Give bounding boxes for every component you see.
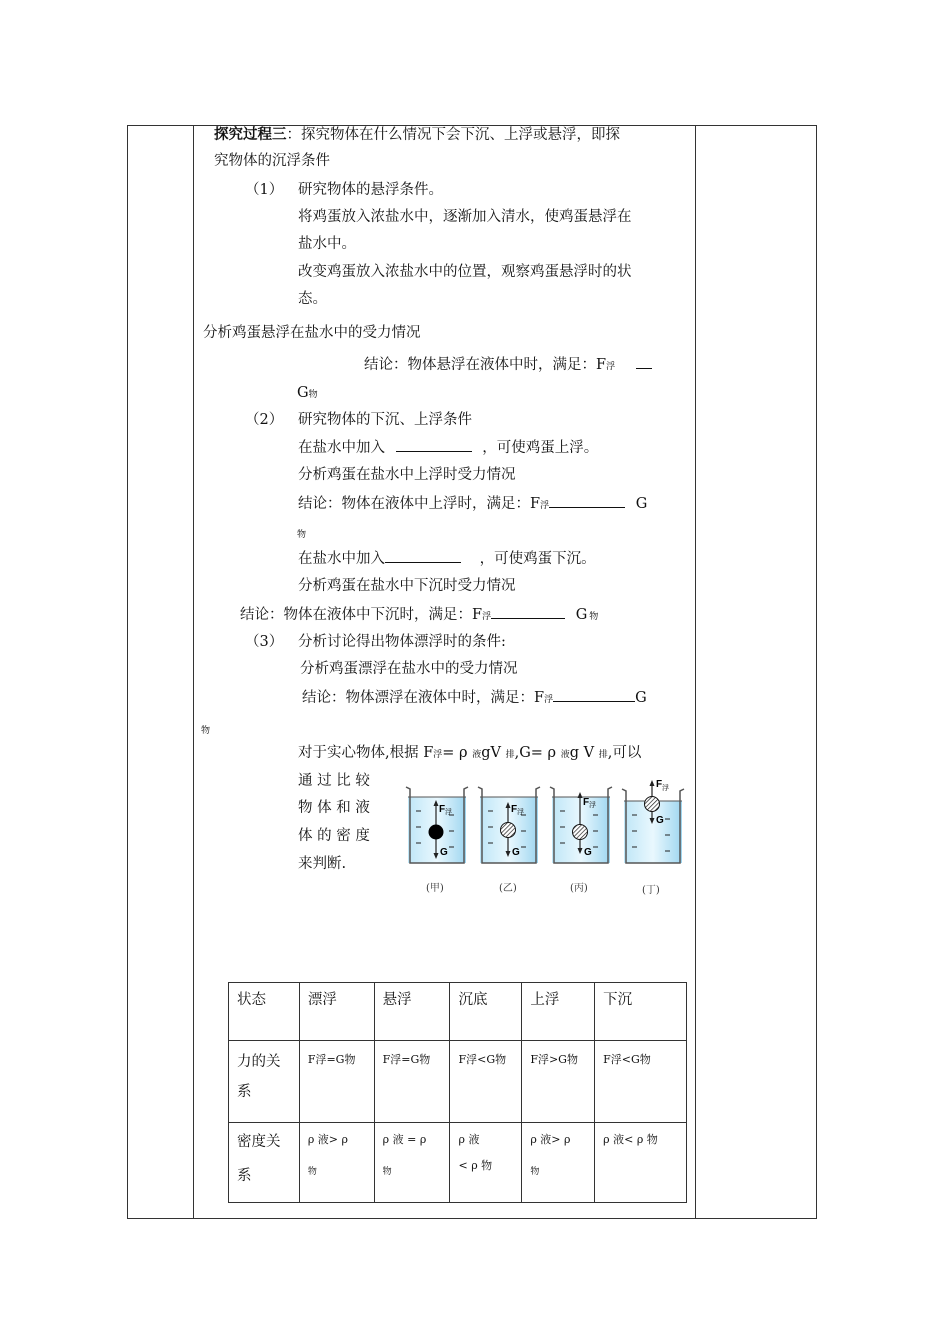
beaker-bing-f-label: F xyxy=(583,797,590,808)
part3-g-sub-text: 物 xyxy=(201,726,211,736)
part2-rise-conclusion-text: 结论：物体在液体中上浮时，满足：F xyxy=(298,496,541,512)
beaker-ding-f-sub: 浮 xyxy=(662,785,669,792)
part1-blank[interactable] xyxy=(636,354,652,369)
beaker-svg xyxy=(402,775,694,895)
table-header-cell: 沉底 xyxy=(450,983,522,1041)
part3-conclusion xyxy=(302,687,647,710)
part2-sink-a: 在盐水中加入 xyxy=(298,551,385,567)
density-line1-f: ,可以 xyxy=(607,745,642,761)
part1-step1a: 将鸡蛋放入浓盐水中，逐渐加入清水，使鸡蛋悬浮在 xyxy=(298,209,632,225)
density-line1 xyxy=(298,743,641,765)
table-cell: F浮<G物 xyxy=(595,1041,687,1123)
part1-conclusion xyxy=(364,354,652,377)
beaker-jia-ball xyxy=(429,825,444,840)
caption-ding: (丁) xyxy=(642,885,660,896)
beaker-jia-f-label: F xyxy=(439,804,446,815)
part1-step2b: 态。 xyxy=(298,291,327,307)
beaker-yi-f-sub: 浮 xyxy=(517,809,524,816)
table-cell xyxy=(595,1123,687,1203)
density-sub-fu: 浮 xyxy=(433,750,443,760)
beaker-ding xyxy=(622,779,684,863)
part3-title: 分析讨论得出物体漂浮时的条件: xyxy=(298,634,506,650)
density-line2: 通 过 比 较 xyxy=(298,773,370,789)
part2-sink-analysis: 分析鸡蛋在盐水中下沉时受力情况 xyxy=(298,578,516,594)
table-cell: F浮=G物 xyxy=(374,1041,450,1123)
beaker-bing-ball xyxy=(573,825,588,840)
beaker-bing-f-sub: 浮 xyxy=(589,802,596,809)
part2-sink-blank[interactable] xyxy=(385,548,461,563)
table-cell xyxy=(374,1123,450,1203)
density-cell-a: ρ 液< ρ 物 xyxy=(603,1133,658,1146)
table-cell xyxy=(450,1123,522,1203)
part2-rise-a: 在盐水中加入 xyxy=(298,440,385,456)
table-cell xyxy=(299,1123,374,1203)
density-cell-a: ρ 液> ρ xyxy=(307,1133,348,1146)
part2-rise-f-blank[interactable] xyxy=(549,493,625,508)
beaker-ding-ball xyxy=(645,797,660,812)
beaker-ding-f-head xyxy=(650,780,655,786)
part2-rise-g-sub-text: 物 xyxy=(297,530,307,540)
part3-conclusion-text: 结论：物体漂浮在液体中时，满足：F xyxy=(302,690,545,706)
part1-g-sub: 物 xyxy=(308,390,318,400)
part2-rise-conclusion xyxy=(298,493,647,516)
density-label-b: 系 xyxy=(237,1168,252,1184)
beaker-jia-g-label: G xyxy=(440,847,448,858)
table-row-label xyxy=(229,1041,300,1123)
part2-rise-g: G xyxy=(635,496,648,512)
part3-g-sub xyxy=(201,719,210,741)
part3-g: G xyxy=(635,690,647,706)
section-heading xyxy=(214,125,620,145)
part1-title: 研究物体的悬浮条件。 xyxy=(298,182,443,198)
part1-f-sub: 浮 xyxy=(606,362,616,372)
force-label-a: 力的关 xyxy=(237,1054,281,1070)
part1-step2a: 改变鸡蛋放入浓盐水中的位置，观察鸡蛋悬浮时的状 xyxy=(298,264,632,280)
density-cell-b: 物 xyxy=(530,1167,540,1177)
density-line1-e: g V xyxy=(569,745,595,761)
density-line1-b: = ρ xyxy=(442,745,468,761)
table-cell: F浮>G物 xyxy=(522,1041,595,1123)
density-sub-pai2: 排 xyxy=(598,750,608,760)
section-heading-label: 探究过程三 xyxy=(214,126,287,143)
beaker-bing-g-label: G xyxy=(584,847,592,858)
density-line1-d: ,G= ρ xyxy=(514,745,557,761)
part2-sink-g: G xyxy=(575,607,588,623)
beaker-ding-g-label: G xyxy=(656,815,664,826)
caption-jia: (甲) xyxy=(426,883,444,894)
part1-analysis: 分析鸡蛋悬浮在盐水中的受力情况 xyxy=(203,325,421,341)
column-divider-left xyxy=(193,125,194,1219)
part3-analysis: 分析鸡蛋漂浮在盐水中的受力情况 xyxy=(300,661,518,677)
density-cell-b: < ρ 物 xyxy=(458,1159,493,1172)
table-header-row xyxy=(229,983,687,1041)
table-cell: F浮=G物 xyxy=(299,1041,374,1123)
density-line1-c: gV xyxy=(481,745,501,761)
beaker-yi-f-label: F xyxy=(511,804,518,815)
part1-g xyxy=(297,383,318,405)
part1-g-letter: G xyxy=(297,385,309,401)
part1-step1b: 盐水中。 xyxy=(298,236,356,252)
part2-sink-f-blank[interactable] xyxy=(491,604,565,619)
density-line3: 物 体 和 液 xyxy=(298,800,370,816)
table-row-label xyxy=(229,1123,300,1203)
density-sub-ye2: 液 xyxy=(560,750,570,760)
table-header-cell: 漂浮 xyxy=(299,983,374,1041)
part2-rise-blank[interactable] xyxy=(396,437,472,452)
part2-title: 研究物体的下沉、上浮条件 xyxy=(298,412,472,428)
column-divider-right xyxy=(695,125,696,1219)
part3-f-sub: 浮 xyxy=(544,695,554,705)
section-heading-line2: 究物体的沉浮条件 xyxy=(214,153,330,169)
density-cell-b: 物 xyxy=(307,1167,317,1177)
caption-bing: (丙) xyxy=(570,883,588,894)
part2-rise-line xyxy=(298,437,598,458)
part1-conclusion-text: 结论：物体悬浮在液体中时，满足：F xyxy=(364,357,607,373)
part2-sink-f-sub: 浮 xyxy=(482,612,492,622)
caption-yi: (乙) xyxy=(499,883,517,894)
part2-sink-conclusion-text: 结论：物体在液体中下沉时，满足：F xyxy=(240,607,483,623)
part2-sink-line xyxy=(298,548,596,569)
part3-number: （3） xyxy=(245,634,284,650)
table-cell xyxy=(522,1123,595,1203)
density-sub-ye1: 液 xyxy=(472,750,482,760)
conditions-table xyxy=(228,982,687,1203)
table-header-cell: 状态 xyxy=(229,983,300,1041)
table-row-density xyxy=(229,1123,687,1203)
density-sub-pai1: 排 xyxy=(505,750,515,760)
table-header-cell: 悬浮 xyxy=(374,983,450,1041)
force-label-b: 系 xyxy=(237,1084,252,1100)
part3-blank[interactable] xyxy=(553,687,635,702)
part1-number: （1） xyxy=(245,182,284,198)
beaker-bing xyxy=(550,787,612,863)
part2-rise-analysis: 分析鸡蛋在盐水中上浮时受力情况 xyxy=(298,467,516,483)
part2-rise-g-sub xyxy=(297,523,306,545)
beaker-jia-f-sub: 浮 xyxy=(445,809,452,816)
part2-sink-conclusion xyxy=(240,604,598,627)
density-cell-a: ρ 液 xyxy=(458,1133,480,1146)
density-line5: 来判断. xyxy=(298,856,347,872)
beaker-bing-f-head xyxy=(578,792,583,798)
beaker-yi-g-label: G xyxy=(512,847,520,858)
table-cell: F浮<G物 xyxy=(450,1041,522,1123)
density-cell-a: ρ 液 = ρ xyxy=(382,1133,427,1146)
density-line4: 体 的 密 度 xyxy=(298,828,370,844)
beaker-yi xyxy=(478,787,540,863)
part2-rise-b: ，可使鸡蛋上浮。 xyxy=(482,440,599,456)
part2-number: （2） xyxy=(245,412,284,428)
beaker-yi-ball xyxy=(501,823,516,838)
section-heading-rest: ：探究物体在什么情况下会下沉、上浮或悬浮，即探 xyxy=(286,127,620,143)
beaker-ding-f-label: F xyxy=(656,779,663,790)
part2-rise-f-sub: 浮 xyxy=(540,501,550,511)
density-cell-b: 物 xyxy=(382,1167,392,1177)
density-line1-a: 对于实心物体,根据 F xyxy=(298,745,434,761)
table-row-force xyxy=(229,1041,687,1123)
density-cell-a: ρ 液> ρ xyxy=(530,1133,571,1146)
beaker-jia xyxy=(406,787,468,863)
table-header-cell: 上浮 xyxy=(522,983,595,1041)
beaker-figures xyxy=(402,775,694,895)
part2-sink-g-sub: 物 xyxy=(589,612,599,622)
density-label-a: 密度关 xyxy=(237,1134,281,1150)
table-header-cell: 下沉 xyxy=(595,983,687,1041)
part2-sink-b: ，可使鸡蛋下沉。 xyxy=(479,551,596,567)
